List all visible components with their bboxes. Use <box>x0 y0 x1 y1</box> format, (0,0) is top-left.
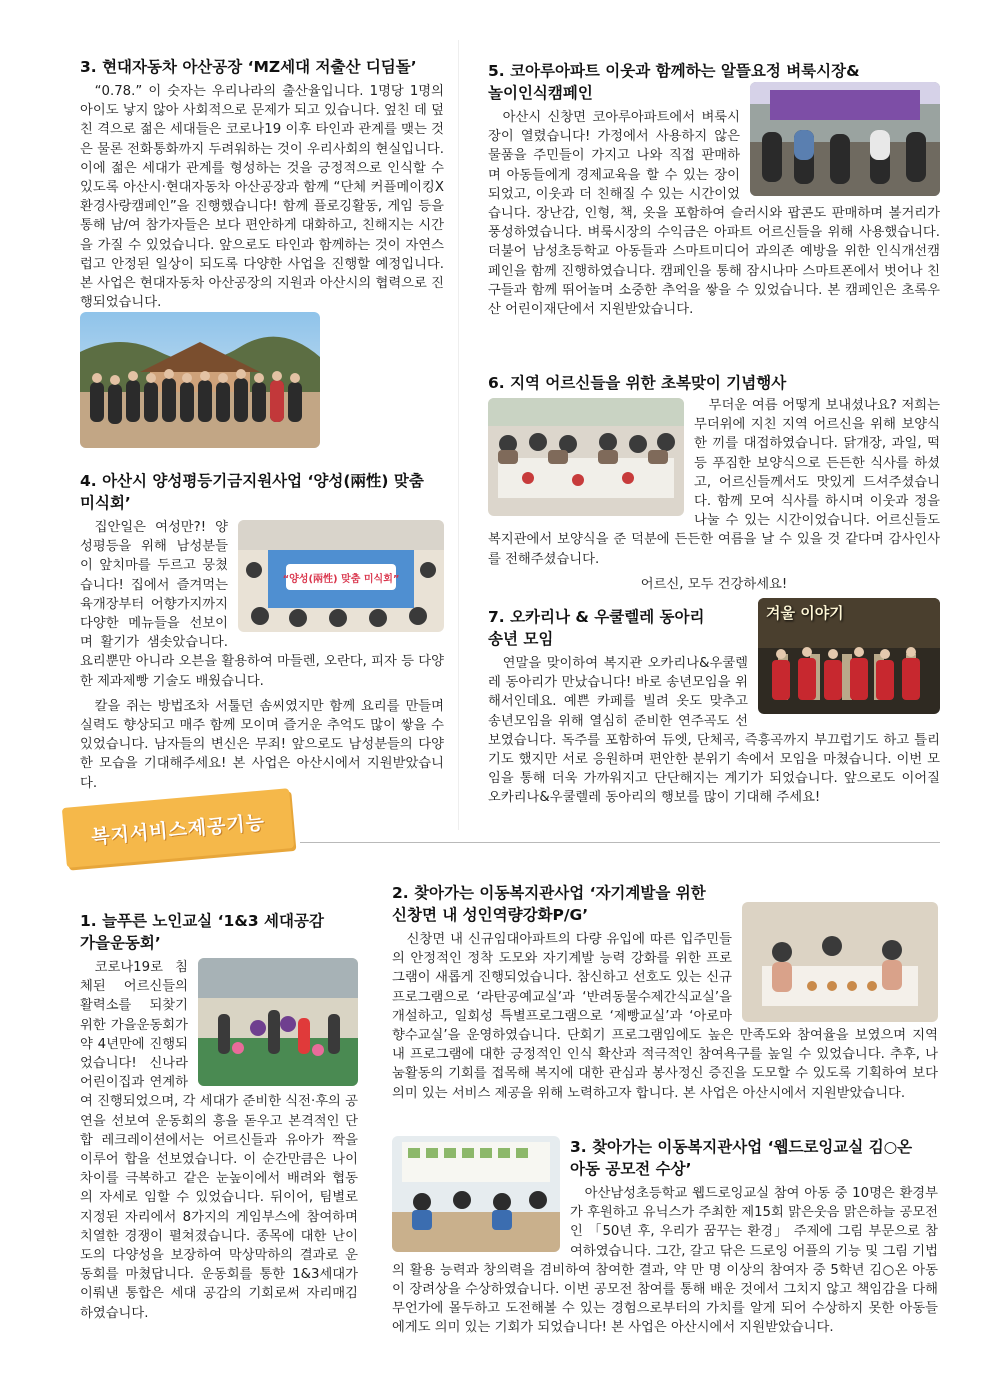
article-title: 5. 코아루아파트 이웃과 함께하는 알뜰요정 벼룩시장& 놀이인식캠페인 <box>488 62 860 102</box>
paragraph: 코로나19로 침체된 어르신들의 활력소를 되찾기 위한 가을운동회가 약 4년만에 진행되었습니다! 신나라어린이집과 연계하여 진행되었으며, 각 세대가 준비한 식전·후의 공연을 선보여 운동회의 흥을 돋우고 본격적인 단합 레크레이션에서는 어르신들과 유아가 짝을 이루어 합을 선보였습니다. 이 순간만큼은 나이 차이를 극복하고 같은 눈높이에서 배려와 협동의 자세로 임할 수 있었습니다. 뒤이어, 팀별로 지정된 자리에서 8가지의 게임부스에 참여하며 치열한 경쟁이 펼쳐졌습니다. 종목에 대한 난이도의 다양성을 보장하여 막상막하의 결과로 운동회를 마쳤답니다. 운동회를 통한 1&3세대가 이뤄낸 통합은 세대 공감의 기회로써 자리매김하였습니다. <box>80 960 358 1321</box>
section-divider <box>300 842 940 843</box>
article-title: 3. 현대자동차 아산공장 ‘MZ세대 저출산 디딤돌’ <box>80 58 417 76</box>
article-title: 2. 찾아가는 이동복지관사업 ‘자기계발을 위한 신창면 내 성인역량강화P/G’ <box>392 884 706 924</box>
paragraph: 무더운 여름 어떻게 보내셨나요? 저희는 무더위에 지친 지역 어르신을 위해 보양식 한 끼를 대접하였습니다. 닭개장, 과일, 떡 등 푸짐한 보양식으로 든든한 식사를 하셨고, 어르신들께서도 맛있게 드셔주셨습니다. 함께 모여 식사를 하시며 이웃과 정을 나눌 수 있는 시간이었습니다. 어르신들도 복지관에서 보양식을 준 덕분에 든든한 여름을 날 수 있을 것 같다며 감사인사를 전해주셨습니다. <box>488 398 940 567</box>
paragraph: 연말을 맞이하여 복지관 오카리나&우쿨렐레 동아리가 만났습니다! 바로 송년모임을 위해서인데요. 예쁜 카페를 빌려 옷도 맞추고 송년모임을 위해 열심히 준비한 연주곡도 선보였습니다. 독주를 포함하여 듀엣, 단체곡, 즉흥곡까지 부끄럽기도 하고 틀리기도 했지만 서로 응원하며 편안한 분위기 속에서 모임을 마쳤습니다. 이번 모임을 통해 더욱 가까워지고 단단해지는 계기가 되었습니다. 앞으로도 이어질 오카리나&우쿨렐레 동아리의 행보를 많이 기대해 주세요! <box>488 656 940 806</box>
column-divider <box>458 40 459 830</box>
article-body <box>80 958 358 1323</box>
article-body <box>488 396 940 594</box>
closing-line: 어르신, 모두 건강하세요! <box>640 576 788 592</box>
photo-baking-class <box>742 902 938 1022</box>
paragraph: 집안일은 여성만?! 양성평등을 위해 남성분들이 앞치마를 두르고 뭉쳤습니다! 집에서 즐겨먹는 육개장부터 어향가지까지 다양한 메뉴들을 선보이며 활기가 샘솟았습니다. 요리뿐만 아니라 오븐을 활용하여 마들렌, 오란다, 피자 등 다양한 제과제빵 기술도 배웠습니다. <box>80 520 444 689</box>
paragraph: 칼을 쥐는 방법조차 서툴던 솜씨였지만 함께 요리를 만들며 실력도 향상되고 매주 함께 모이며 즐거운 추억도 많이 쌓을 수 있었습니다. 남자들의 변신은 무죄! 앞으로도 남성분들의 다양한 모습을 기대해주세요! 본 사업은 아산시에서 지원받았습니다. <box>80 698 444 791</box>
paragraph: “0.78.” 이 숫자는 우리나라의 출산율입니다. 1명당 1명의 아이도 낳지 않아 사회적으로 문제가 되고 있습니다. 엎친 데 덮친 격으로 젊은 세대들은 코로나19 이후 타인과 관계를 맺는 것은 물론 전화통화까지 두려워하는 것이 우리사회의 현실입니다. 이에 젊은 세대가 관계를 형성하는 것을 긍정적으로 인식할 수 있도록 아산시·현대자동차 아산공장과 함께 “단체 커플메이킹X환경사랑캠페인”을 진행했습니다! 함께 플로깅활동, 게임 등을 통해 남/여 참가자들은 보다 편안하게 대화하고, 친해지는 시간을 가질 수 있었습니다. 앞으로도 타인과 함께하는 것이 자연스럽고 안정된 일상이 되도록 다양한 사업을 진행할 예정입니다. 본 사업은 현대자동차 아산공장의 지원과 아산시의 협력으로 진행되었습니다. <box>80 84 444 311</box>
paragraph: 아산남성초등학교 웹드로잉교실 참여 아동 중 10명은 환경부가 후원하고 유닉스가 주최한 제15회 맑은웃음 맑은하늘 공모전인 「50년 후, 우리가 꿈꾸는 환경」 주제에 그림 부문으로 참여하였습니다. 그간, 갈고 닦은 드로잉 어플의 기능 및 그림 기법의 활용 능력과 창의력을 겸비하여 참여한 결과, 약 만 명 이상의 참여자 중 5학년 김○온 아동이 장려상을 수상하였습니다. 이번 공모전 참여를 통해 배운 것에서 그치지 않고 책임감을 다해 무언가에 몰두하고 도전해볼 수 있는 경험으로부터의 가치를 알게 되어 수상하지 못한 아동들에게도 의미 있는 기회가 되었습니다! 본 사업은 아산시에서 지원받았습니다. <box>392 1186 938 1336</box>
paragraph: 신창면 내 신규임대아파트의 다량 유입에 따른 입주민들의 안정적인 정착 도모와 자기계발 능력 강화를 위한 프로그램이 새롭게 진행되었습니다. 참신하고 선호도 있는 신규프로그램으로 ‘라탄공예교실’과 ‘반려동물수제간식교실’을 개설하고, 일회성 특별프로그램으로 ‘제빵교실’과 ‘아로마향수교실’을 운영하였습니다. 단회기 프로그램임에도 높은 만족도와 참여율을 보였으며 지역 내 프로그램에 대한 긍정적인 인식 확산과 적극적인 참여욕구를 높일 수 있었습니다. 추후, 나눔활동의 기회를 접목해 복지에 대한 관심과 봉사정신 증진을 도모할 수 있도록 기획하여 보다 의미 있는 서비스 제공을 위해 노력하고자 합니다. 본 사업은 아산시에서 지원받았습니다. <box>392 932 938 1101</box>
article-body <box>392 1136 938 1338</box>
photo-banner-text: “양성(兩性) 맞춤 미식회” <box>282 574 400 585</box>
article-text <box>80 82 444 312</box>
photo-sports-day <box>198 958 358 1086</box>
article-title: 6. 지역 어르신들을 위한 초복맞이 기념행사 <box>488 374 787 392</box>
article-body <box>488 108 940 319</box>
article-adult-competency <box>392 882 938 1109</box>
article-ocarina <box>488 606 940 814</box>
article-flea-market <box>488 60 940 325</box>
photo-drawing-class <box>392 1136 560 1252</box>
photo-concert <box>758 598 940 714</box>
article-title: 3. 찾아가는 이동복지관사업 ‘웹드로잉교실 김○온 아동 공모전 수상’ <box>570 1138 913 1178</box>
article-body <box>392 930 938 1103</box>
article-sports-day <box>80 910 358 1329</box>
article-body <box>80 518 444 793</box>
article-web-drawing <box>392 1136 938 1344</box>
article-hyundai-mz <box>80 56 444 452</box>
photo-caption: 겨울 이야기 <box>766 604 844 622</box>
article-chobok <box>488 372 940 600</box>
article-gender-equality <box>80 470 444 799</box>
article-title: 7. 오카리나 & 우쿨렐레 동아리 송년 모임 <box>488 608 705 648</box>
photo-flea-market <box>750 82 940 196</box>
article-title: 4. 아산시 양성평등기금지원사업 ‘양성(兩性) 맞춤 미식회’ <box>80 472 424 512</box>
section-banner-label: 복지서비스제공기능 <box>90 810 266 849</box>
section-banner <box>62 788 294 868</box>
photo-cooking-class <box>238 520 444 632</box>
photo-elderly-meal <box>488 398 684 516</box>
photo-group-event <box>80 312 320 448</box>
article-title: 1. 늘푸른 노인교실 ‘1&3 세대공감 가을운동회’ <box>80 912 324 952</box>
paragraph: 아산시 신창면 코아루아파트에서 벼룩시장이 열렸습니다! 가정에서 사용하지 않은 물품을 주민들이 가지고 나와 직접 판매하며 아동들에게 경제교육을 할 수 있는 장이 되었고, 이웃과 더 친해질 수 있는 시간이었습니다. 장난감, 인형, 책, 옷을 포함하여 슬러시와 팝콘도 판매하며 볼거리가 풍성하였습니다. 벼룩시장의 수익금은 아파트 어르신들을 위해 사용했습니다. 더불어 남성초등학교 아동들과 스마트미디어 과의존 예방을 위한 인식개선캠페인을 함께 진행하였습니다. 캠페인을 통해 잠시나마 스마트폰에서 벗어나 친구들과 함께 뛰어놀며 소중한 추억을 쌓을 수 있었습니다. 본 캠페인은 초록우산 어린이재단에서 지원받았습니다. <box>488 110 940 318</box>
